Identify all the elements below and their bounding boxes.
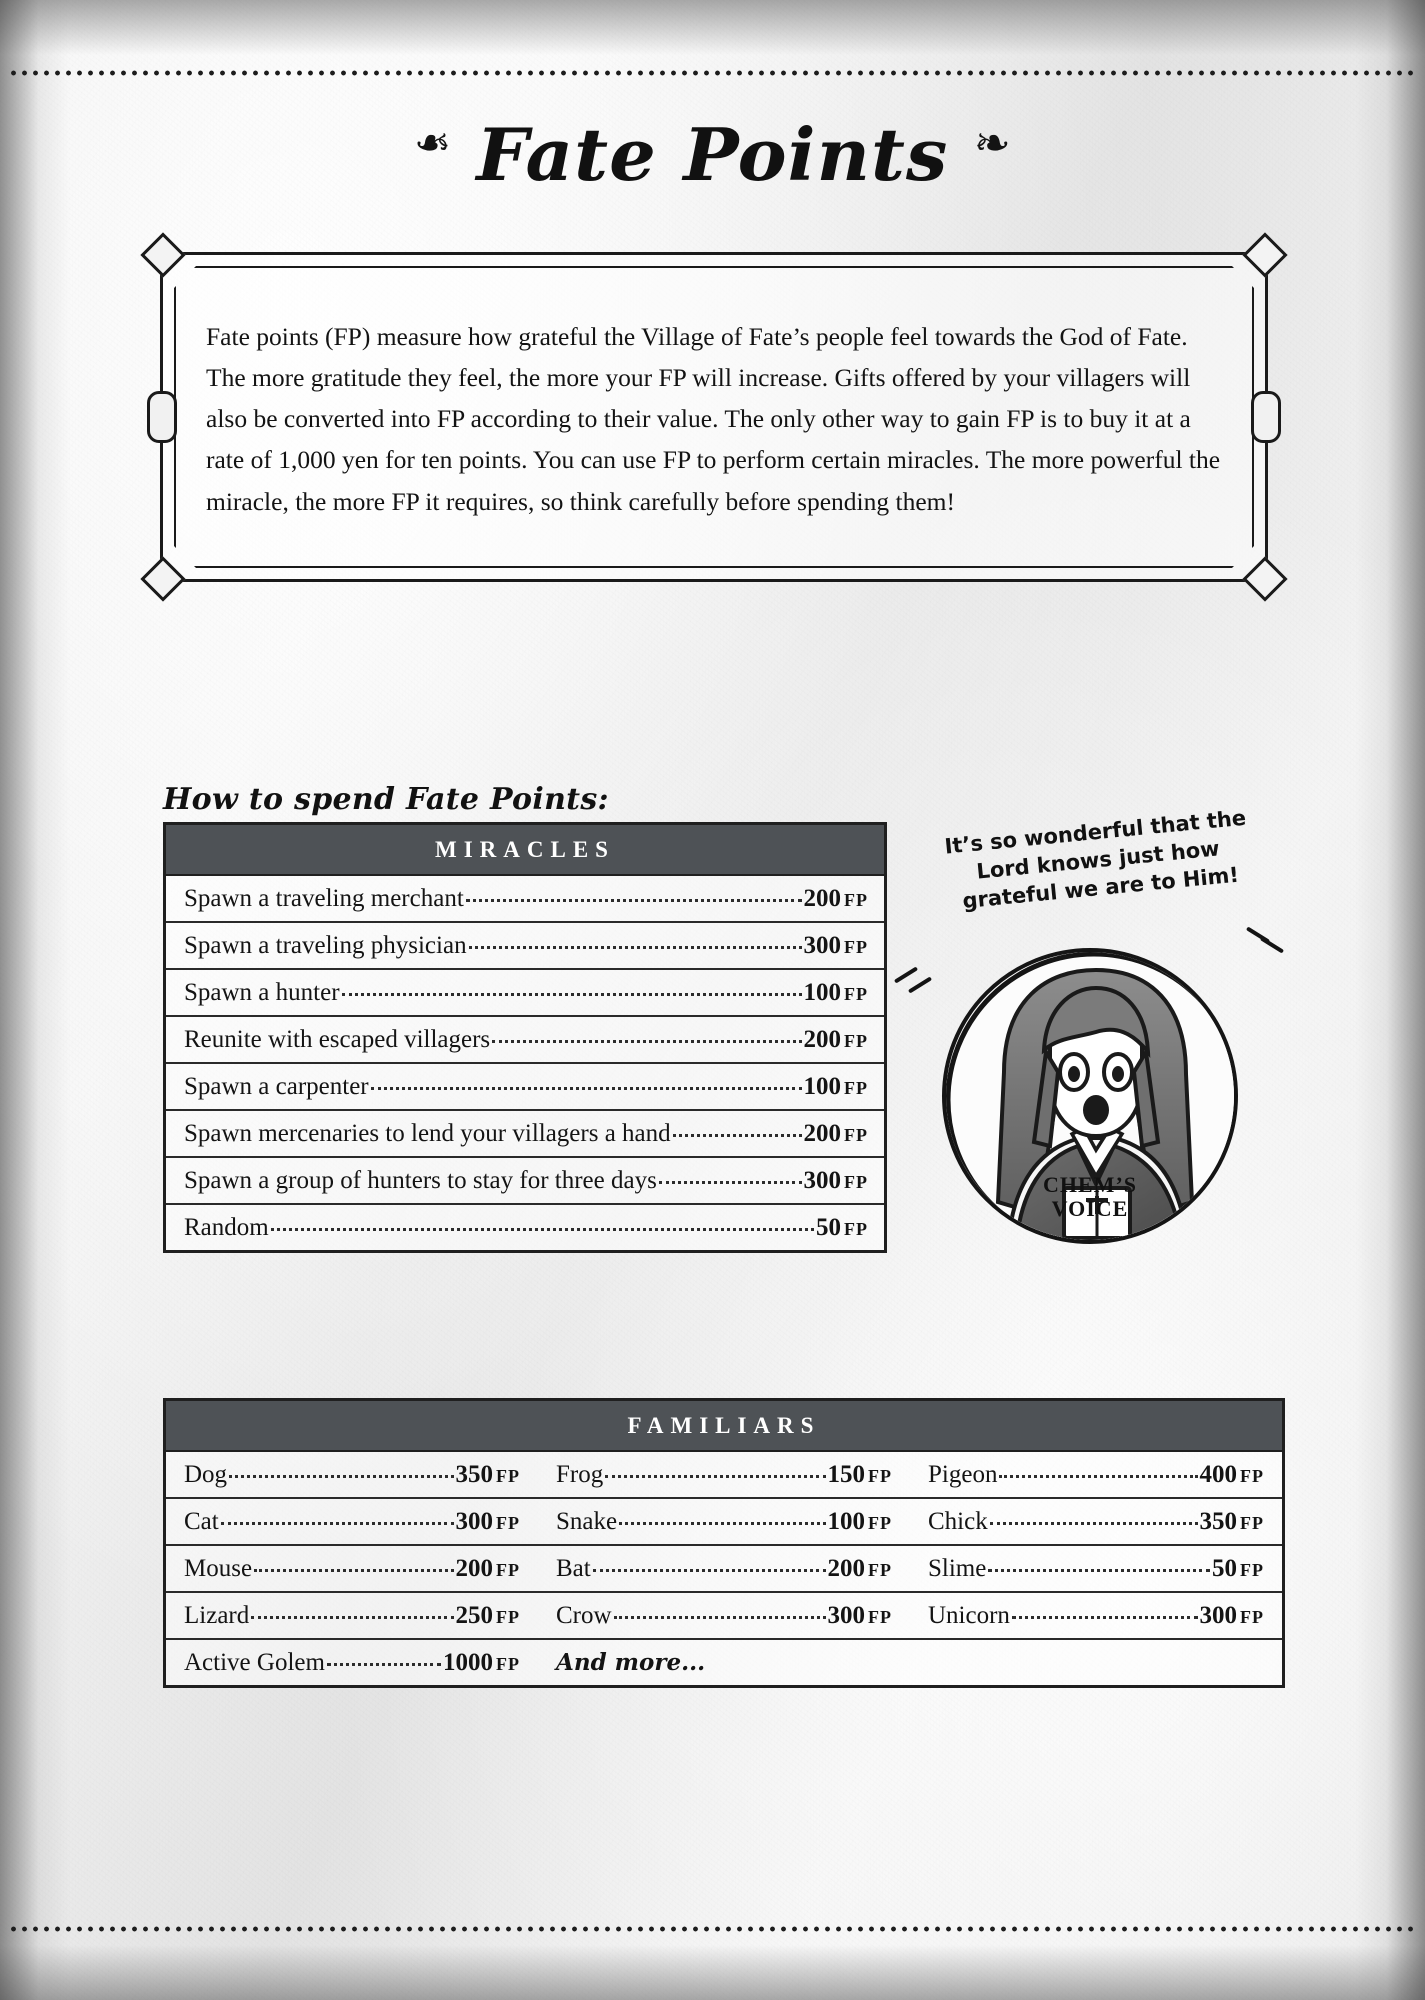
- and-more-label: And more...: [556, 1649, 706, 1676]
- table-row: [166, 876, 884, 923]
- emphasis-lines-left-icon: [900, 958, 946, 1004]
- miracle-name: Spawn a carpenter: [184, 1073, 369, 1100]
- cost-unit: FP: [868, 1466, 892, 1486]
- miracle-cost-value: 300: [803, 1167, 841, 1194]
- familiar-name: Bat: [556, 1555, 591, 1582]
- familiar-cost: [1200, 1461, 1265, 1489]
- familiar-cost-value: 300: [455, 1508, 493, 1535]
- leader-dots: [229, 1474, 453, 1478]
- flourish-icon-left: ❧: [414, 118, 452, 169]
- familiar-cost: [828, 1602, 893, 1630]
- familiar-name: Lizard: [184, 1602, 250, 1629]
- familiar-cell: [910, 1499, 1282, 1544]
- miracle-name: Spawn a traveling physician: [184, 932, 467, 959]
- cost-unit: FP: [1240, 1607, 1264, 1627]
- voice-label-line2: VOICE: [1051, 1196, 1129, 1222]
- table-row: [166, 1205, 884, 1250]
- miracles-table-body: [166, 876, 884, 1250]
- plaque-nub-right: [1251, 391, 1281, 443]
- table-row: [166, 1640, 1282, 1685]
- voice-label-line1: CHEM’S: [1043, 1171, 1137, 1197]
- character-illustration: [930, 805, 1260, 1260]
- familiar-cost: [1200, 1508, 1265, 1536]
- intro-paragraph: Fate points (FP) measure how grateful the Village of Fate’s people feel towards the God of Fate. The more gratitude they feel, the more your FP will increase. Gifts offered by your villagers will also be converted into FP according to their value. The only other way to gain FP is to buy it at a rate of 1,000 yen for ten points. You can use FP to perform certain miracles. The more powerful the miracle, the more FP it requires, so think carefully before spending them!: [206, 321, 1221, 516]
- miracle-cost-value: 50: [816, 1214, 841, 1241]
- page-edge-shadow-top: [0, 0, 1425, 55]
- cost-unit: FP: [1240, 1513, 1264, 1533]
- familiar-cell: [166, 1546, 538, 1591]
- miracle-name: Reunite with escaped villagers: [184, 1026, 491, 1053]
- cost-unit: FP: [496, 1560, 520, 1580]
- cost-unit: FP: [868, 1513, 892, 1533]
- cost-unit: FP: [1240, 1560, 1264, 1580]
- leader-dots: [342, 992, 802, 996]
- cost-unit: FP: [496, 1607, 520, 1627]
- familiar-cost: [828, 1461, 893, 1489]
- leader-dots: [614, 1615, 826, 1619]
- miracle-cost-value: 200: [803, 885, 841, 912]
- leader-dots: [593, 1568, 826, 1572]
- familiar-cost-value: 300: [1199, 1602, 1237, 1629]
- familiar-cost: [828, 1555, 893, 1583]
- cost-unit: FP: [844, 1078, 868, 1098]
- table-row: [166, 1158, 884, 1205]
- familiar-cost-value: 350: [1199, 1508, 1237, 1535]
- leader-dots: [1012, 1615, 1198, 1619]
- familiar-cost: [456, 1602, 521, 1630]
- table-row: [166, 1064, 884, 1111]
- leader-dots: [221, 1521, 454, 1525]
- speech-text: It’s so wonderful that the Lord knows just how grateful we are to Him!: [943, 805, 1248, 914]
- familiar-cell: [910, 1593, 1282, 1638]
- cost-unit: FP: [844, 1219, 868, 1239]
- leader-dots: [605, 1474, 825, 1478]
- page-edge-shadow-right: [1355, 0, 1425, 2000]
- leader-dots: [271, 1227, 814, 1231]
- familiar-cost-value: 300: [827, 1602, 865, 1629]
- leader-dots: [988, 1568, 1210, 1572]
- familiar-cost: [1212, 1555, 1264, 1583]
- familiar-cost-value: 150: [827, 1461, 865, 1488]
- table-row: [166, 1017, 884, 1064]
- familiar-cost-value: 100: [827, 1508, 865, 1535]
- familiar-cost-value: 400: [1199, 1461, 1237, 1488]
- cost-unit: FP: [496, 1654, 520, 1674]
- empty-cell: [910, 1640, 1282, 1685]
- miracle-cost: [804, 932, 869, 960]
- voice-label: [1043, 1173, 1137, 1222]
- cost-unit: FP: [844, 1125, 868, 1145]
- familiar-cost: [1200, 1602, 1265, 1630]
- table-row: [166, 970, 884, 1017]
- cost-unit: FP: [496, 1513, 520, 1533]
- cost-unit: FP: [844, 1031, 868, 1051]
- cost-unit: FP: [496, 1466, 520, 1486]
- table-row: [166, 1499, 1282, 1546]
- familiar-name: Dog: [184, 1461, 228, 1488]
- familiar-cost-value: 250: [455, 1602, 493, 1629]
- familiar-name: Unicorn: [928, 1602, 1010, 1629]
- familiar-cost-value: 350: [455, 1461, 493, 1488]
- leader-dots: [999, 1474, 1197, 1478]
- miracle-cost: [804, 1073, 869, 1101]
- miracle-cost-value: 300: [803, 932, 841, 959]
- familiar-name: Snake: [556, 1508, 618, 1535]
- leader-dots: [659, 1180, 802, 1184]
- familiar-cost-value: 200: [455, 1555, 493, 1582]
- miracle-cost: [804, 1167, 869, 1195]
- familiar-name: Active Golem: [184, 1649, 325, 1676]
- familiar-name: Mouse: [184, 1555, 253, 1582]
- leader-dots: [619, 1521, 825, 1525]
- miracle-cost: [816, 1214, 868, 1242]
- flourish-icon-right: ❧: [973, 118, 1011, 169]
- page-edge-shadow-left: [0, 0, 70, 2000]
- familiars-table-body: [166, 1452, 1282, 1685]
- cost-unit: FP: [844, 937, 868, 957]
- leader-dots: [327, 1662, 441, 1666]
- leader-dots: [492, 1039, 801, 1043]
- familiar-name: Cat: [184, 1508, 219, 1535]
- section-heading: How to spend Fate Points:: [163, 782, 609, 817]
- familiar-cell: [538, 1499, 910, 1544]
- familiar-cost-value: 200: [827, 1555, 865, 1582]
- familiar-cell: [166, 1593, 538, 1638]
- familiar-cost: [456, 1508, 521, 1536]
- miracle-cost-value: 100: [803, 1073, 841, 1100]
- miracle-cost-value: 200: [803, 1120, 841, 1147]
- miracle-name: Random: [184, 1214, 269, 1241]
- familiar-cost: [456, 1461, 521, 1489]
- leader-dots: [673, 1133, 802, 1137]
- page-title-block: [0, 112, 1425, 208]
- miracles-table: [163, 822, 887, 1253]
- familiar-name: Pigeon: [928, 1461, 998, 1488]
- table-row: [166, 1452, 1282, 1499]
- familiar-cost-value: 50: [1212, 1555, 1237, 1582]
- familiar-cell: [538, 1546, 910, 1591]
- familiar-cell: [166, 1499, 538, 1544]
- table-row: [166, 1593, 1282, 1640]
- cost-unit: FP: [868, 1560, 892, 1580]
- familiar-cost-value: 1000: [443, 1649, 493, 1676]
- leader-dots: [371, 1086, 802, 1090]
- miracle-name: Spawn mercenaries to lend your villagers a hand: [184, 1120, 671, 1147]
- cost-unit: FP: [1240, 1466, 1264, 1486]
- familiar-name: Chick: [928, 1508, 988, 1535]
- page-title: Fate Points: [476, 112, 949, 197]
- familiar-cell: [166, 1452, 538, 1497]
- familiars-table-header: FAMILIARS: [166, 1401, 1282, 1452]
- dotted-rule-bottom: [8, 1926, 1417, 1932]
- dotted-rule-top: [8, 70, 1417, 76]
- familiar-cell: [910, 1546, 1282, 1591]
- familiar-name: Frog: [556, 1461, 604, 1488]
- emphasis-lines-right-icon: [1250, 918, 1296, 964]
- cost-unit: FP: [868, 1607, 892, 1627]
- table-row: [166, 1111, 884, 1158]
- leader-dots: [469, 945, 802, 949]
- cost-unit: FP: [844, 1172, 868, 1192]
- miracle-name: Spawn a traveling merchant: [184, 885, 464, 912]
- leader-dots: [251, 1615, 453, 1619]
- miracle-cost-value: 100: [803, 979, 841, 1006]
- miracle-name: Spawn a hunter: [184, 979, 340, 1006]
- table-row: [166, 923, 884, 970]
- intro-plaque: [160, 252, 1268, 582]
- plaque-nub-left: [147, 391, 177, 443]
- miracles-table-header: MIRACLES: [166, 825, 884, 876]
- familiar-cell: [538, 1593, 910, 1638]
- cost-unit: FP: [844, 984, 868, 1004]
- familiar-cost: [828, 1508, 893, 1536]
- familiar-cell: [166, 1640, 538, 1685]
- chem-portrait: [942, 948, 1238, 1244]
- miracle-cost: [804, 979, 869, 1007]
- miracle-name: Spawn a group of hunters to stay for three days: [184, 1167, 657, 1194]
- familiar-name: Slime: [928, 1555, 987, 1582]
- leader-dots: [254, 1568, 453, 1572]
- leader-dots: [466, 898, 802, 902]
- table-row: [166, 1546, 1282, 1593]
- miracle-cost: [804, 1026, 869, 1054]
- familiar-cost: [443, 1649, 520, 1677]
- familiar-cell: [538, 1452, 910, 1497]
- miracle-cost: [804, 885, 869, 913]
- miracle-cost: [804, 1120, 869, 1148]
- familiars-table: [163, 1398, 1285, 1688]
- miracle-cost-value: 200: [803, 1026, 841, 1053]
- familiar-name: Crow: [556, 1602, 612, 1629]
- page-edge-shadow-bottom: [0, 1945, 1425, 2000]
- familiar-cell: [910, 1452, 1282, 1497]
- cost-unit: FP: [844, 890, 868, 910]
- familiar-cost: [456, 1555, 521, 1583]
- leader-dots: [990, 1521, 1198, 1525]
